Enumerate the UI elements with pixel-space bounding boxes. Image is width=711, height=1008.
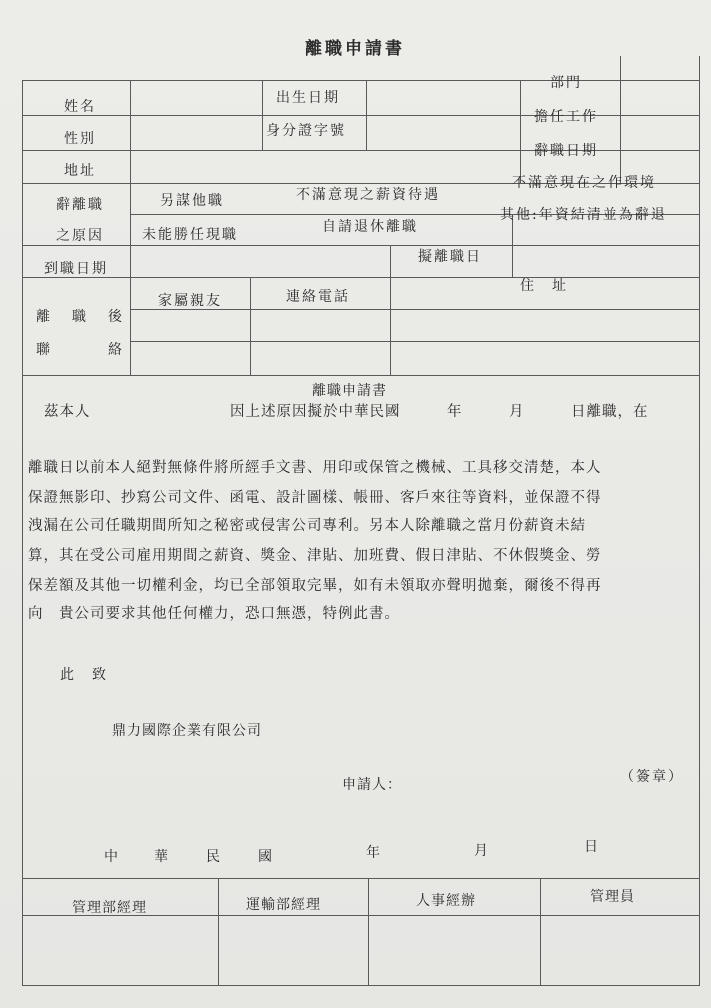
- signoff-administrator: 管理員: [590, 889, 635, 905]
- grid-line: [22, 985, 700, 986]
- grid-line: [22, 150, 700, 151]
- grid-line: [368, 878, 369, 985]
- grid-line: [22, 375, 700, 376]
- label-after-contact-1: 離 職 後: [36, 309, 126, 325]
- label-id-number: 身分證字號: [266, 123, 346, 139]
- date-char-min: 民: [206, 849, 222, 865]
- label-family: 家屬親友: [158, 293, 222, 309]
- grid-line: [250, 277, 251, 375]
- label-gender: 性別: [64, 131, 96, 147]
- statement-line-6: 保差額及其他一切權利金，均已全部領取完畢，如有未領取亦聲明拋棄，爾後不得再: [28, 578, 602, 594]
- label-phone: 連絡電話: [286, 289, 350, 305]
- grid-line: [22, 878, 23, 985]
- grid-line: [130, 341, 700, 342]
- grid-line: [390, 277, 391, 375]
- label-residence: 住 址: [520, 278, 568, 294]
- signoff-transport-manager: 運輸部經理: [246, 897, 321, 913]
- signoff-management-manager: 管理部經理: [72, 900, 147, 916]
- statement-line-7: 向 貴公司要求其他任何權力，恐口無憑，特例此書。: [28, 606, 400, 622]
- label-reason-2: 之原因: [56, 228, 104, 244]
- grid-line: [22, 80, 23, 915]
- reason-option-salary: 不滿意現之薪資待遇: [296, 187, 440, 203]
- statement-line-3: 保證無影印、抄寫公司文件、函電、設計圖樣、帳冊、客戶來往等資料，並保證不得: [28, 490, 602, 506]
- statement-line-1: 茲本人 因上述原因擬於中華民國 年 月 日離職，在: [44, 404, 649, 420]
- seal-label: （簽章）: [620, 769, 684, 785]
- grid-line: [130, 80, 131, 375]
- grid-line: [366, 80, 367, 150]
- grid-line: [520, 80, 521, 183]
- date-month: 月: [474, 843, 490, 859]
- grid-line: [22, 80, 700, 81]
- grid-line: [22, 115, 700, 116]
- grid-line: [262, 80, 263, 150]
- reason-option-other-job: 另謀他職: [160, 193, 224, 209]
- label-planned-date: 擬離職日: [418, 249, 482, 265]
- reason-option-environment: 不滿意現在之作環境: [512, 175, 656, 191]
- statement-heading: 離職申請書: [312, 383, 387, 399]
- applicant-label: 申請人：: [342, 777, 402, 793]
- label-name: 姓名: [64, 99, 96, 115]
- label-hire-date: 到職日期: [44, 261, 108, 277]
- label-birth-date: 出生日期: [276, 90, 340, 106]
- signoff-hr-clerk: 人事經辦: [416, 893, 476, 909]
- form-title: 離職申請書: [305, 39, 405, 59]
- label-address: 地址: [64, 163, 96, 179]
- statement-line-5: 算，其在受公司雇用期間之薪資、獎金、津貼、加班費、假日津貼、不休假獎金、勞: [28, 548, 602, 564]
- reason-option-other: 其他:年資結清並為辭退: [500, 207, 667, 223]
- grid-line: [218, 878, 219, 985]
- label-reason-1: 辭離職: [56, 197, 104, 213]
- label-resign-date: 辭職日期: [534, 143, 598, 159]
- label-department: 部門: [550, 75, 582, 91]
- label-after-contact-2: 聯 絡: [36, 342, 126, 358]
- grid-line: [620, 56, 621, 183]
- salutation: 此 致: [60, 667, 108, 683]
- reason-option-retire: 自請退休離職: [322, 219, 418, 235]
- grid-line: [540, 878, 541, 985]
- date-char-zhong: 中: [104, 849, 120, 865]
- company-name: 鼎力國際企業有限公司: [112, 723, 262, 739]
- date-char-guo: 國: [258, 849, 274, 865]
- statement-line-4: 洩漏在公司任職期間所知之秘密或侵害公司專利。另本人除離職之當月份薪資未結: [28, 518, 586, 534]
- date-char-hua: 華: [154, 849, 170, 865]
- reason-option-unfit: 未能勝任現職: [142, 227, 238, 243]
- grid-line: [390, 245, 391, 277]
- date-day: 日: [584, 839, 600, 855]
- grid-line: [22, 277, 700, 278]
- statement-line-2: 離職日以前本人絕對無條件將所經手文書、用印或保管之機械、工具移交清楚，本人: [28, 460, 602, 476]
- grid-line: [22, 245, 700, 246]
- date-year: 年: [366, 845, 382, 861]
- grid-line: [699, 56, 700, 986]
- grid-line: [22, 878, 700, 879]
- label-position: 擔任工作: [534, 109, 598, 125]
